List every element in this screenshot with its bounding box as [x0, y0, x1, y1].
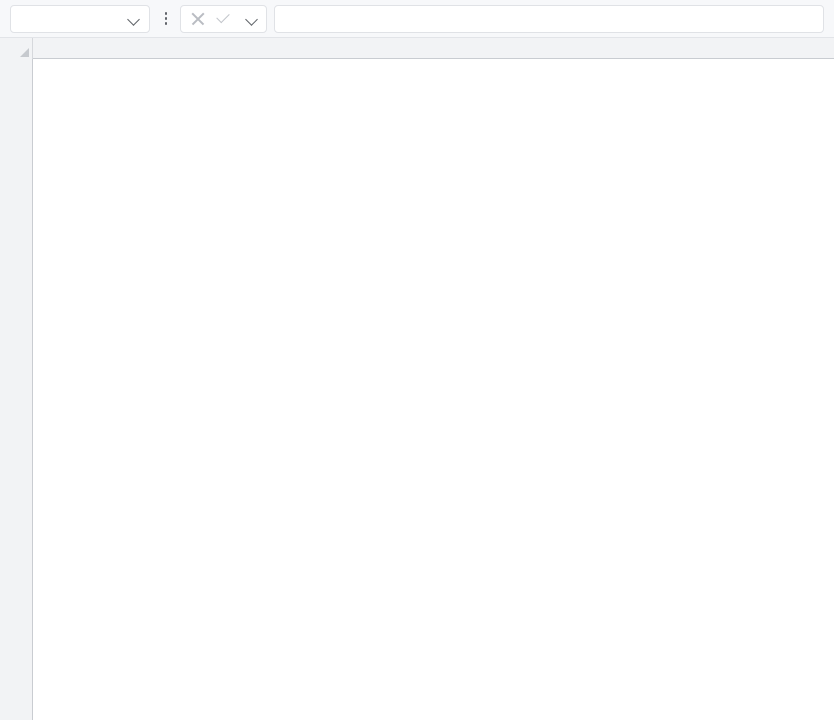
- formula-bar: [0, 0, 834, 38]
- sheet-canvas[interactable]: [34, 59, 834, 720]
- column-header-row: [0, 38, 834, 59]
- cancel-icon[interactable]: [188, 9, 208, 29]
- name-box[interactable]: [10, 5, 150, 33]
- chevron-down-icon-fx[interactable]: [245, 12, 259, 26]
- check-icon[interactable]: [213, 9, 233, 29]
- formula-controls: [180, 5, 267, 33]
- chevron-down-icon[interactable]: [127, 12, 141, 26]
- spreadsheet-grid: [0, 59, 834, 720]
- select-all-corner[interactable]: [0, 38, 33, 59]
- row-header-column: [0, 59, 33, 720]
- more-options-icon[interactable]: [157, 5, 175, 33]
- formula-input[interactable]: [274, 5, 824, 33]
